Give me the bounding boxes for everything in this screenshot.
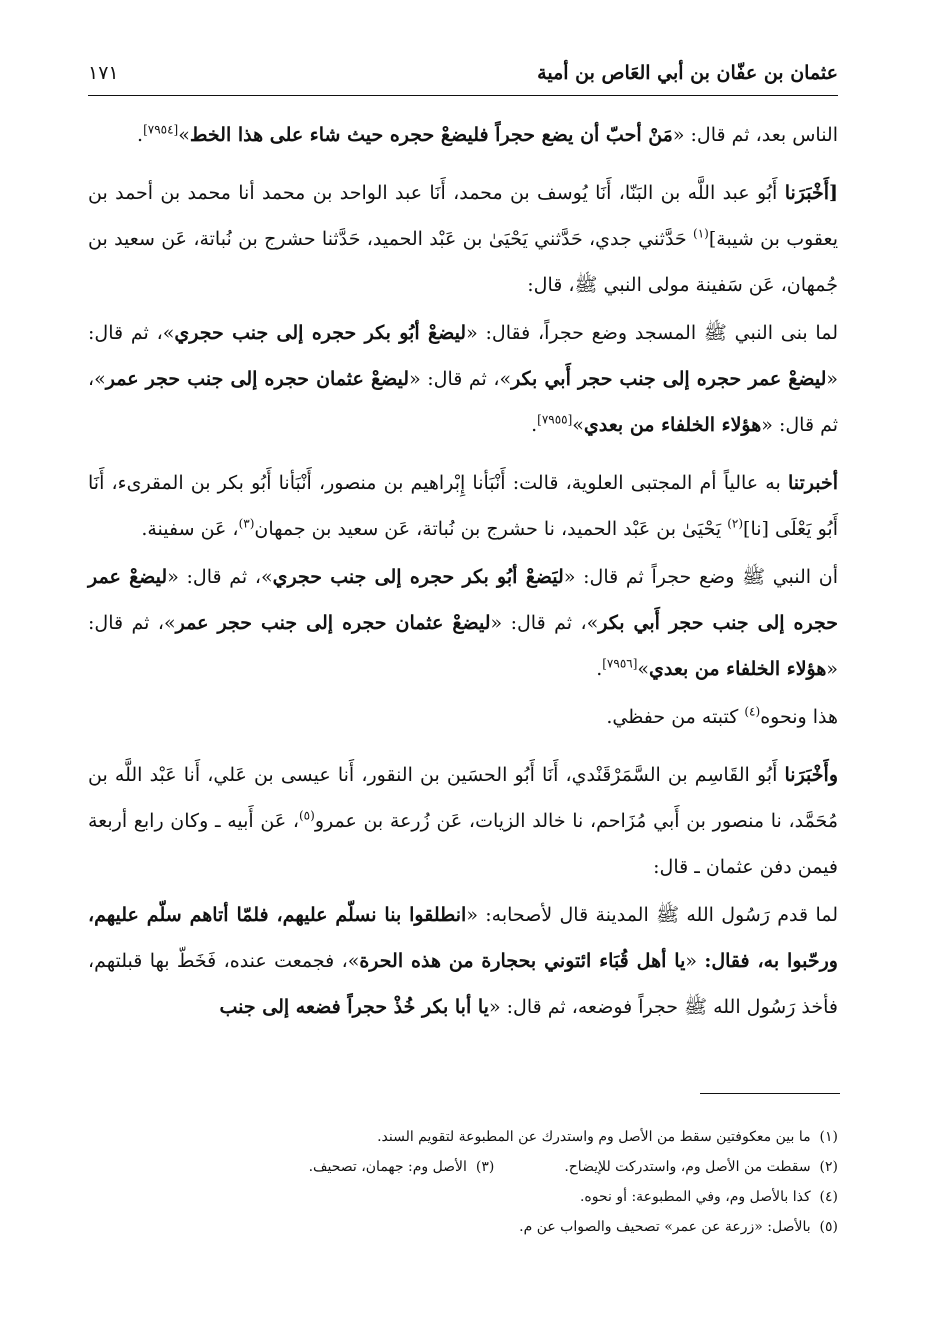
hadith-text: [أَخْبَرَنا [784,182,838,204]
hadith-text: يا أبا بكر خُذْ حجراً فضعه إلى جنب [219,996,489,1018]
running-header [88,58,838,90]
text-run: كتبته من حفظي. [606,706,745,728]
footnote [88,1182,838,1212]
paragraph [88,310,838,448]
paragraph [88,694,838,740]
text-run: هذا ونحوه [760,706,838,728]
text-run: ، عَن أَبيه ـ وكان رابع أربعة فيمن دفن عثمان ـ قال: [88,810,838,878]
text-run: » [572,414,584,436]
reference-mark: [٧٩٥٤] [143,122,179,137]
hadith-text: انطلقوا بنا نسلّم عليهم، فلمّا أتاهم سلّم عليهم، ورحّبوا به، فقال: [88,904,838,972]
reference-mark: (٣) [238,516,255,531]
text-run: الناس بعد، ثم قال: « [672,124,838,146]
reference-mark: [٧٩٥٦] [602,656,638,671]
text-run: به عالياً أم المجتبى العلوية، قالت: أَنْبَأنا إِبْراهيم بن منصور، أَنْبَأنا أَبُو بكر بن المقرىء، أَنَا أَبُو يَعْلَى [نا] [88,472,838,540]
page-number: ١٧١ [88,62,119,84]
footnote-text: ما بين معكوفتين سقط من الأصل وم واستدرك عن المطبوعة لتقويم السند. [377,1129,811,1145]
reference-mark: [٧٩٥٥] [537,412,573,427]
text-run: »، ثم قال: « [167,566,273,588]
text-run: »، ثم قال: « [88,322,838,390]
footnote-number: (١) [819,1129,838,1145]
hadith-text: ليضعْ عثمان حجره إلى جنب حجر عمر [105,368,410,390]
reference-mark: (٤) [744,704,761,719]
text-run: »، ثم قال: « [490,612,599,634]
paragraph [88,752,838,890]
main-text [88,112,838,1030]
text-run: لما قدم رَسُول الله ﷺ المدينة قال لأصحابه: « [466,904,839,926]
footnote-text: كذا بالأصل وم، وفي المطبوعة: أو نحوه. [579,1189,811,1205]
footnote [88,1152,838,1182]
text-run: »، ثم قال: « [409,368,512,390]
header-rule [88,95,838,96]
footnote-number: (٣) [475,1159,495,1175]
hadith-text: ليضعْ عمر حجره إلى جنب حجر أَبي بكر [88,566,838,634]
text-run: » [178,124,190,146]
footnote-number: (٢) [819,1159,838,1175]
hadith-text: يا أهل قُبَاء ائتوني بحجارة من هذه الحرة [359,950,686,972]
footnote-text: الأصل وم: جهمان، تصحيف. [308,1159,467,1175]
paragraph [88,170,838,308]
text-run: »، ثم قال: « [88,368,838,436]
hadith-text: ليضعْ أبُو بكر حجره إلى جنب حجري [174,322,467,344]
hadith-text: هؤلاء الخلفاء من بعدي [583,414,762,436]
paragraph [88,554,838,692]
footnote-rule [700,1093,840,1094]
text-run: يَحْيَىٰ بن عَبْد الحميد، نا حشرج بن نُباتة، عَن سعيد بن جمهان [254,518,728,540]
text-run: أَبُو عبد اللَّه بن البَنّا، أَنَا يُوسف بن محمد، أَنَا عبد الواحد بن محمد أنا محمد بن أحمد بن يعقوب بن شيبة] [88,182,838,250]
text-run: أن النبي ﷺ وضع حجراً ثم قال: « [563,566,838,588]
text-run: . [596,658,603,680]
paragraph [88,112,838,158]
footnote-text: بالأصل: «زرعة عن عمر» تصحيف والصواب عن م. [519,1219,811,1235]
footnote [88,1122,838,1152]
text-run: »، فجمعت عنده، فَخَطّ بها قبلتهم، فأخذ رَسُول الله ﷺ حجراً فوضعه، ثم قال: « [88,950,838,1018]
text-run: حَدَّثني جدي، حَدَّثني يَحْيَىٰ بن عَبْد الحميد، حَدَّثنا حشرج بن نُباتة، عَن سعيد بن جُمهان، عَن سَفينة مولى النبي ﷺ، قال: [88,228,838,296]
reference-mark: (٥) [298,808,315,823]
text-run: » [637,658,650,680]
footnote-text: سقطت من الأصل وم، واستدركت للإيضاح. [564,1159,811,1175]
hadith-text: مَنْ أحبّ أن يضع حجراً فليضعْ حجره حيث شاء على هذا الخط [189,124,673,146]
footnotes [88,1122,838,1242]
footnote-number: (٥) [819,1219,838,1235]
hadith-text: ليضعْ عمر حجره إلى جنب حجر أَبي بكر [511,368,827,390]
reference-mark: (٢) [727,516,744,531]
hadith-text: وأَخْبَرَنا [784,764,838,786]
reference-mark: (١) [693,226,709,241]
paragraph [88,460,838,552]
text-run: ، عَن سفينة. [141,518,239,540]
hadith-text: هؤلاء الخلفاء من بعدي [649,658,827,680]
hadith-text: أخبرتنا [787,472,838,494]
footnote [88,1212,838,1242]
running-title: عثمان بن عفّان بن أبي العَاص بن أمية [537,62,838,84]
text-run: »، ثم قال: « [88,612,838,680]
text-run: لما بنى النبي ﷺ المسجد وضع حجراً، فقال: « [466,322,838,344]
hadith-text: ليضعْ عثمان حجره إلى جنب حجر عمر [175,612,491,634]
hadith-text: ليَضعْ أبُو بكر حجره إلى جنب حجري [272,566,564,588]
footnote-number: (٤) [819,1189,838,1205]
text-run: أَبُو القَاسِم بن السَّمَرْقَنْدي، أَنَا أَبُو الحسَين بن النقور، أَنا عيسى بن عَلي، أَنا عَبْد اللَّه بن مُحَمَّد، نا منصور بن أَبي مُزَاحم، نا خالد الزيات، عَن زُرعة بن عمرو [88,764,838,832]
text-run: . [137,124,144,146]
text-run: . [531,414,538,436]
paragraph [88,892,838,1030]
text-run: « [685,950,705,972]
